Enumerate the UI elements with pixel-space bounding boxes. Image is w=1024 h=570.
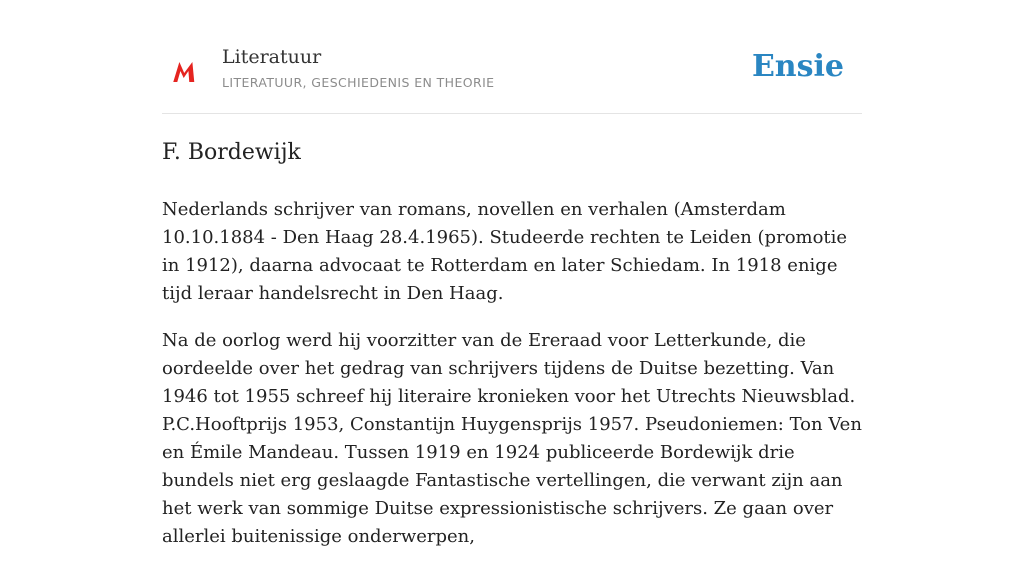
article-paragraph: Na de oorlog werd hij voorzitter van de Ereraad voor Letterkunde, die oordeelde over het gedrag van schrijvers tijdens de Duitse bezetting. Van 1946 tot 1955 schreef hij literaire kronieken voor het Utrechts Nieuwsblad. P.C.Hooftprijs 1953, Constantijn Huygensprijs 1957. Pseudoniemen: Ton Ven en Émile Mandeau. Tussen 1919 en 1924 publiceerde Bordewijk drie bundels niet erg geslaagde Fantastische vertellingen, die verwant zijn aan het werk van sommige Duitse expressionistische schrijvers. Ze gaan over allerlei buitenissige onderwerpen, <box>162 330 862 547</box>
article-title: F. Bordewijk <box>162 140 301 165</box>
ensie-brand-logo[interactable]: Ensie <box>751 49 844 84</box>
source-header <box>162 0 862 114</box>
source-title[interactable]: Literatuur <box>222 46 322 68</box>
article <box>162 136 862 570</box>
source-subtitle: LITERATUUR, GESCHIEDENIS EN THEORIE <box>222 75 495 90</box>
article-paragraph: Nederlands schrijver van romans, novellen en verhalen (Amsterdam 10.10.1884 - Den Haag 28.4.1965). Studeerde rechten te Leiden (promotie in 1912), daarna advocaat te Rotterdam en later Schiedam. In 1918 enige tijd leraar handelsrecht in Den Haag. <box>162 199 848 304</box>
m-logo-icon[interactable] <box>172 56 198 86</box>
